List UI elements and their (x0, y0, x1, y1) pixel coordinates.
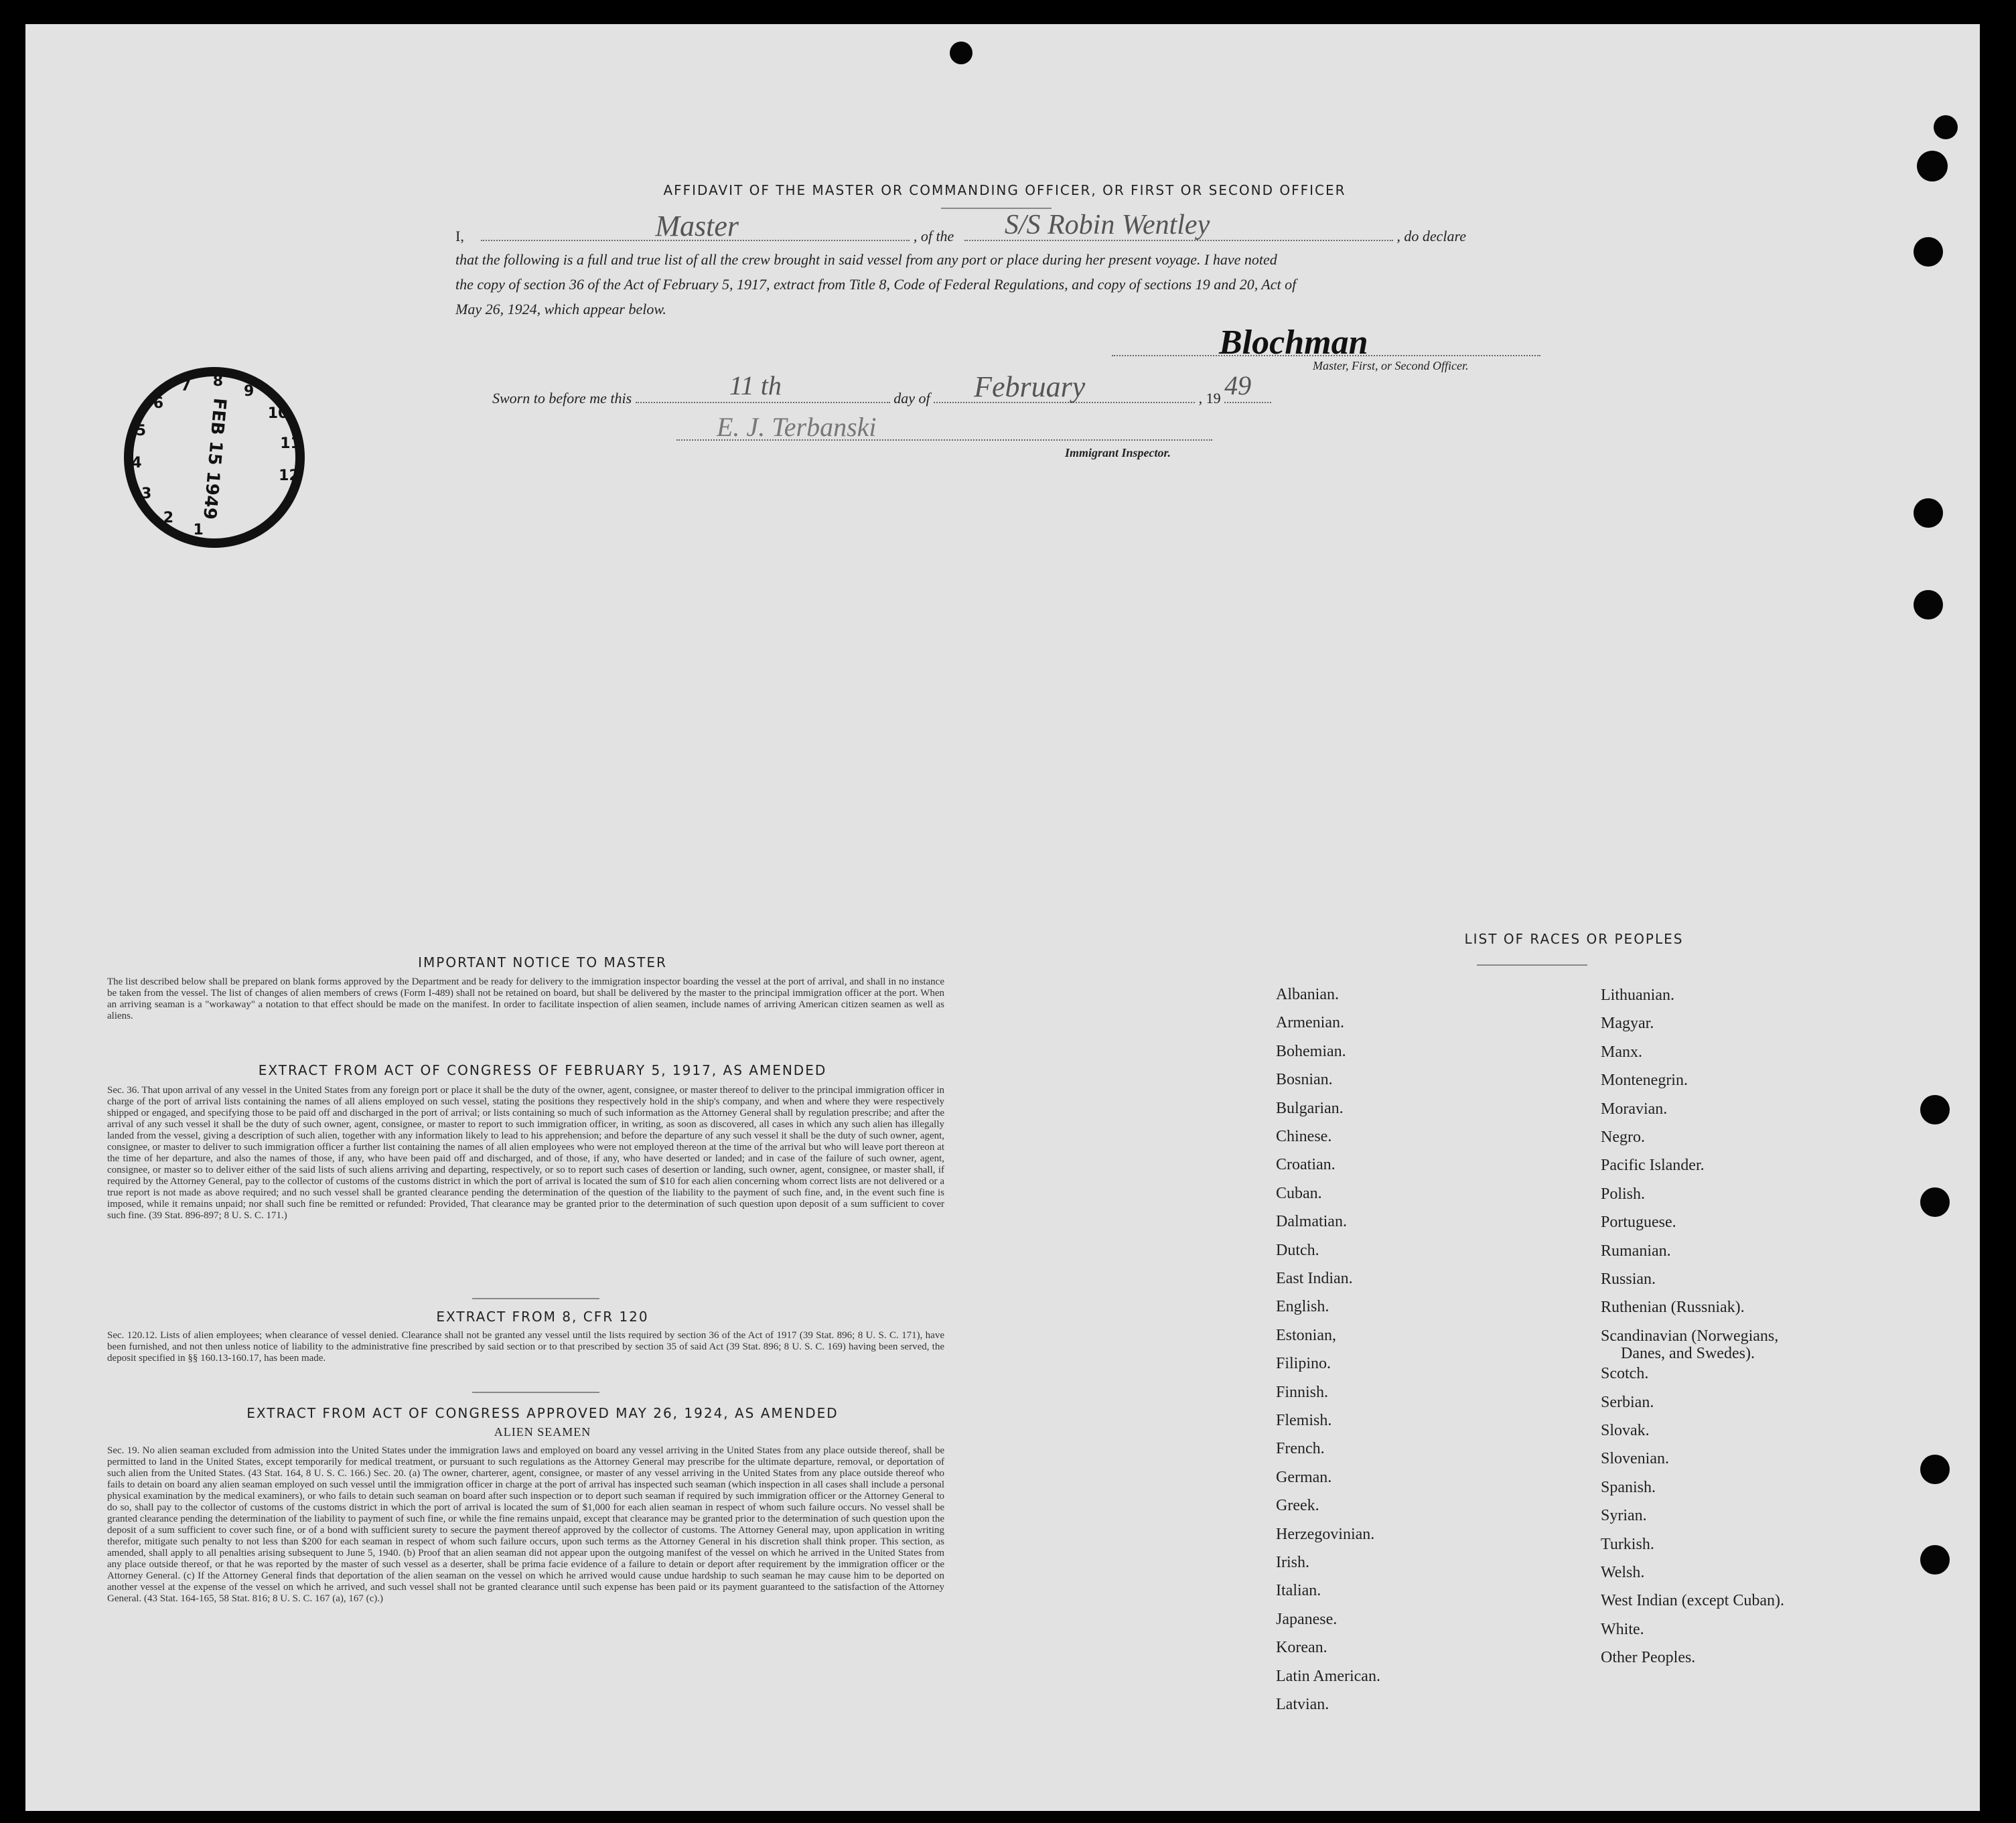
race-item: Korean. (1276, 1639, 1327, 1657)
race-item: Greek. (1276, 1497, 1319, 1515)
race-item: Dalmatian. (1276, 1213, 1347, 1231)
race-item: Latin American. (1276, 1667, 1380, 1685)
punch-hole (1920, 1545, 1950, 1575)
race-item: White. (1601, 1620, 1644, 1638)
race-item: Latvian. (1276, 1696, 1329, 1713)
race-item: Slovenian. (1601, 1450, 1669, 1468)
race-item: Ruthenian (Russniak). (1601, 1299, 1745, 1317)
inspector-signature: E. J. Terbanski (717, 412, 877, 442)
race-item: Armenian. (1276, 1014, 1344, 1032)
affidavit-body-3: May 26, 1924, which appear below. (455, 301, 666, 317)
sworn-text: Sworn to before me this (492, 390, 632, 407)
races-title: LIST OF RACES OR PEOPLES (1464, 931, 1684, 947)
extract-1917-title: EXTRACT FROM ACT OF CONGRESS OF FEBRUARY 5, 1917, AS AMENDED (258, 1062, 827, 1078)
race-item: Moravian. (1601, 1100, 1668, 1118)
affidavit-i: I, (455, 228, 464, 244)
extract-cfr-text: Sec. 120.12. Lists of alien employees; when clearance of vessel denied. Clearance shall not be granted any vessel until the lists required by section 36 of the Act of 1917 (39 Stat. 896; 8 U. S. C. 171), have been furnished, and not then unless notice of liability to the administrative fine prescribed by said section or to that prescribed by section 35 of said Act (39 Stat. 896; 8 U. S. C. 169) having been served, the deposit specified in §§ 160.13-160.17, has been made. (107, 1330, 944, 1364)
race-item: Serbian. (1601, 1393, 1654, 1411)
do-declare-text: , do declare (1396, 228, 1466, 244)
stamp-digit: 1 (193, 522, 204, 539)
race-item: Scandinavian (Norwegians, (1601, 1327, 1779, 1345)
race-item: Finnish. (1276, 1383, 1329, 1401)
stamp-date: FEB 15 1949 (199, 397, 230, 520)
race-item: Negro. (1601, 1128, 1645, 1146)
race-item: Cuban. (1276, 1184, 1322, 1202)
race-item: East Indian. (1276, 1270, 1353, 1287)
year-field (1224, 370, 1271, 403)
punch-hole (1914, 590, 1943, 619)
vessel-handwritten: S/S Robin Wentley (1004, 210, 1210, 240)
notice-text: The list described below shall be prepared on blank forms approved by the Department and be ready for delivery to the immigration inspector boarding the vessel at the port of arrival, and shall in no instance be taken from the vessel. The list of changes of alien members of crews (Form I-489) shall not be retained on board, but shall be delivered by the master to the principal immigration officer at the port. When an arriving seaman is a "workaway" a notation to that effect should be made on the manifest. In order to facilitate inspection of alien seamen, include names of arriving American citizen seamen as well as aliens. (107, 976, 944, 1021)
race-item: Bohemian. (1276, 1042, 1346, 1060)
punch-hole (1920, 1095, 1950, 1124)
stamp-digit: 4 (131, 454, 142, 471)
punch-hole (1934, 115, 1958, 139)
race-item: Danes, and Swedes). (1621, 1344, 1755, 1362)
race-item: Filipino. (1276, 1355, 1331, 1373)
affidavit-body-1: that the following is a full and true list of all the crew brought in said vessel from any port or place during her present voyage. I have noted (455, 251, 1277, 268)
punch-hole (950, 42, 973, 64)
race-item: German. (1276, 1468, 1332, 1486)
race-item: Croatian. (1276, 1156, 1336, 1174)
stamp-digit: 10 (267, 405, 289, 422)
race-item: Montenegrin. (1601, 1072, 1688, 1090)
extract-1917-text: Sec. 36. That upon arrival of any vessel in the United States from any foreign port or place it shall be the duty of the owner, agent, consignee, or master thereof to deliver to the principal immigration officer in charge of the port of arrival lists containing the names of all aliens employed on such vessel, stating the positions they respectively hold in the ship's company, and when and where they were respectively shipped or engaged, and specifying those to be paid off and discharged in the port of arrival; or lists containing so much of such information as the Attorney General shall by regulation prescribe; and after the arrival of any such vessel it shall be the duty of such owner, agent, consignee, or master to report to such immigration officer, in writing, as soon as discovered, all cases in which any such alien has illegally landed from the vessel, giving a description of such alien, together with any information likely to lead to his apprehension; and before the departure of any such vessel it shall be the duty of such owner, agent, consignee, or master to deliver to such immigration officer a further list containing the names of all alien employees who were not employed thereon at the time of the arrival but who will leave port thereon at the time of her departure, and also the names of those, if any, who have been paid off and discharged, and of those, if any, who have deserted or landed; and in case of the failure of such owner, agent, consignee, or master so to deliver either of the said lists of such aliens arriving and departing, respectively, or so to report such cases of desertion or landing, such owner, agent, consignee, or master shall, if required by the Attorney General, pay to the collector of customs of the customs district in which the port of arrival is located the sum of $10 for each alien concerning whom correct lists are not delivered or a true report is not made as above required; and no such vessel shall be granted clearance pending the determination of the question of the liability to the payment of such fine, and, in the event such fine is imposed, while it remains unpaid; nor shall such fine be remitted or refunded: Provided, That clearance may be granted prior to the determination of such question upon deposit of a sum sufficient to cover such fine. (39 Stat. 896-897; 8 U. S. C. 171.) (107, 1085, 944, 1221)
stamp-digit: 5 (135, 422, 147, 439)
affidavit-line-1 (455, 210, 1540, 245)
master-handwritten: Master (655, 210, 739, 242)
race-item: Welsh. (1601, 1564, 1645, 1581)
race-item: Portuguese. (1601, 1214, 1676, 1232)
stamp-digit: 12 (279, 467, 299, 484)
notice-title: IMPORTANT NOTICE TO MASTER (418, 954, 667, 970)
master-field (481, 210, 910, 242)
race-item: Bulgarian. (1276, 1099, 1344, 1117)
punch-hole (1914, 237, 1943, 267)
stamp-digit: 8 (212, 373, 224, 390)
month-handwritten: February (974, 370, 1086, 403)
race-item: Russian. (1601, 1270, 1656, 1288)
punch-hole (1917, 151, 1948, 181)
race-item: West Indian (except Cuban). (1601, 1592, 1784, 1610)
race-item: Magyar. (1601, 1015, 1654, 1033)
race-item: English. (1276, 1298, 1329, 1316)
race-item: Albanian. (1276, 986, 1339, 1003)
day-handwritten: 11 th (729, 370, 782, 400)
race-item: Slovak. (1601, 1422, 1650, 1439)
punch-hole (1920, 1455, 1950, 1484)
punch-hole (1914, 498, 1943, 528)
of-the-text: , of the (913, 228, 954, 244)
races-title-rule (1477, 964, 1587, 966)
stamp-digit: 6 (153, 394, 164, 412)
race-item: Bosnian. (1276, 1071, 1333, 1089)
extract-1924-text: Sec. 19. No alien seaman excluded from admission into the United States under the immigration laws and employed on board any vessel arriving in the United States from any place outside thereof, shall be permitted to land in the United States, except temporarily for medical treatment, or pursuant to such regulations as the Attorney General may prescribe for the ultimate departure, removal, or deportation of such alien from the United States. (43 Stat. 164, 8 U. S. C. 166.) Sec. 20. (a) The owner, charterer, agent, consignee, or master of any vessel arriving in the United States from any place outside thereof who fails to detain on board any alien seaman employed on such vessel until the immigration officer in charge at the port of arrival has inspected such seaman (which inspection in all cases shall include a personal physical examination by the medical examiners), or who fails to detain such seaman on board after such inspection or to deport such seaman if required by such immigration officer or the Attorney General to do so, shall pay to the collector of customs of the customs district in which the port of arrival is located the sum of $1,000 for each alien seaman in respect of whom such failure occurs. No vessel shall be granted clearance pending the determination of the liability to payment of such fine, or while the fine remains unpaid, except that clearance may be granted prior to the determination of such question upon the deposit of a sum sufficient to cover such fine, or of a bond with sufficient surety to secure the payment thereof approved by the collector of customs. The Attorney General may, upon application in writing therefor, mitigate such penalty to not less than $200 for each seaman in respect of whom such failure occurs, upon such terms as the Attorney General in his discretion shall think proper. This section, as amended, shall apply to all penalties arising subsequent to June 5, 1940. (b) Proof that an alien seaman did not appear upon the outgoing manifest of the vessel on which he arrived in the United States from any place outside thereof, or that he was reported by the master of such vessel as a deserter, shall be prima facie evidence of a failure to detain or deport after requirement by the immigration officer or the Attorney General. (c) If the Attorney General finds that deportation of the alien seaman on the vessel on which he arrived would cause undue hardship to such seaman he may cause him to be deported on another vessel at the expense of the vessel on which he arrived, and such vessel shall not be granted clearance until such expense has been paid or its payment guaranteed to the satisfaction of the Attorney General. (43 Stat. 164-165, 58 Stat. 816; 8 U. S. C. 167 (a), 167 (c).) (107, 1445, 944, 1604)
punch-hole (1920, 1187, 1950, 1217)
race-item: Flemish. (1276, 1412, 1332, 1429)
divider-rule (472, 1298, 599, 1299)
vessel-field (964, 210, 1393, 241)
master-signature-caption: Master, First, or Second Officer. (1313, 359, 1469, 372)
race-item: Manx. (1601, 1043, 1642, 1061)
extract-1924-subtitle: ALIEN SEAMEN (494, 1425, 591, 1439)
year-handwritten: 49 (1224, 370, 1252, 400)
race-item: Syrian. (1601, 1507, 1647, 1525)
race-item: Lithuanian. (1601, 987, 1674, 1004)
affidavit-title: AFFIDAVIT OF THE MASTER OR COMMANDING OFFICER, OR FIRST OR SECOND OFFICER (663, 182, 1346, 198)
race-item: Polish. (1601, 1185, 1646, 1203)
race-item: Herzegovinian. (1276, 1525, 1375, 1543)
race-item: Rumanian. (1601, 1242, 1671, 1260)
month-field (934, 370, 1195, 403)
year-prefix: , 19 (1198, 390, 1221, 407)
stamp-digit: 7 (180, 377, 191, 394)
race-item: Pacific Islander. (1601, 1157, 1705, 1175)
divider-rule (472, 1392, 599, 1393)
extract-cfr-title: EXTRACT FROM 8, CFR 120 (436, 1309, 649, 1325)
race-item: Dutch. (1276, 1241, 1319, 1259)
affidavit-body-2: the copy of section 36 of the Act of February 5, 1917, extract from Title 8, Code of Federal Regulations, and copy of sections 19 and 20, Act of (455, 276, 1297, 293)
master-signature: Blochman (1219, 323, 1368, 362)
extract-1924-title: EXTRACT FROM ACT OF CONGRESS APPROVED MAY 26, 1924, AS AMENDED (246, 1405, 839, 1421)
date-stamp (124, 367, 305, 548)
stamp-digit: 2 (163, 509, 174, 526)
stamp-digit: 9 (244, 383, 255, 400)
race-item: Scotch. (1601, 1365, 1649, 1383)
race-item: Spanish. (1601, 1478, 1656, 1496)
stamp-digit: 11 (280, 435, 301, 452)
stamp-digit: 3 (141, 486, 152, 502)
race-item: Turkish. (1601, 1535, 1654, 1553)
race-item: French. (1276, 1440, 1325, 1458)
race-item: Irish. (1276, 1554, 1309, 1571)
race-item: Estonian, (1276, 1326, 1336, 1344)
inspector-caption: Immigrant Inspector. (1065, 446, 1171, 459)
day-of-text: day of (893, 390, 930, 407)
sworn-line (492, 370, 1497, 407)
race-item: Japanese. (1276, 1610, 1338, 1628)
day-field (636, 370, 890, 403)
race-item: Italian. (1276, 1582, 1321, 1600)
race-item: Other Peoples. (1601, 1649, 1696, 1667)
race-item: Chinese. (1276, 1128, 1332, 1145)
